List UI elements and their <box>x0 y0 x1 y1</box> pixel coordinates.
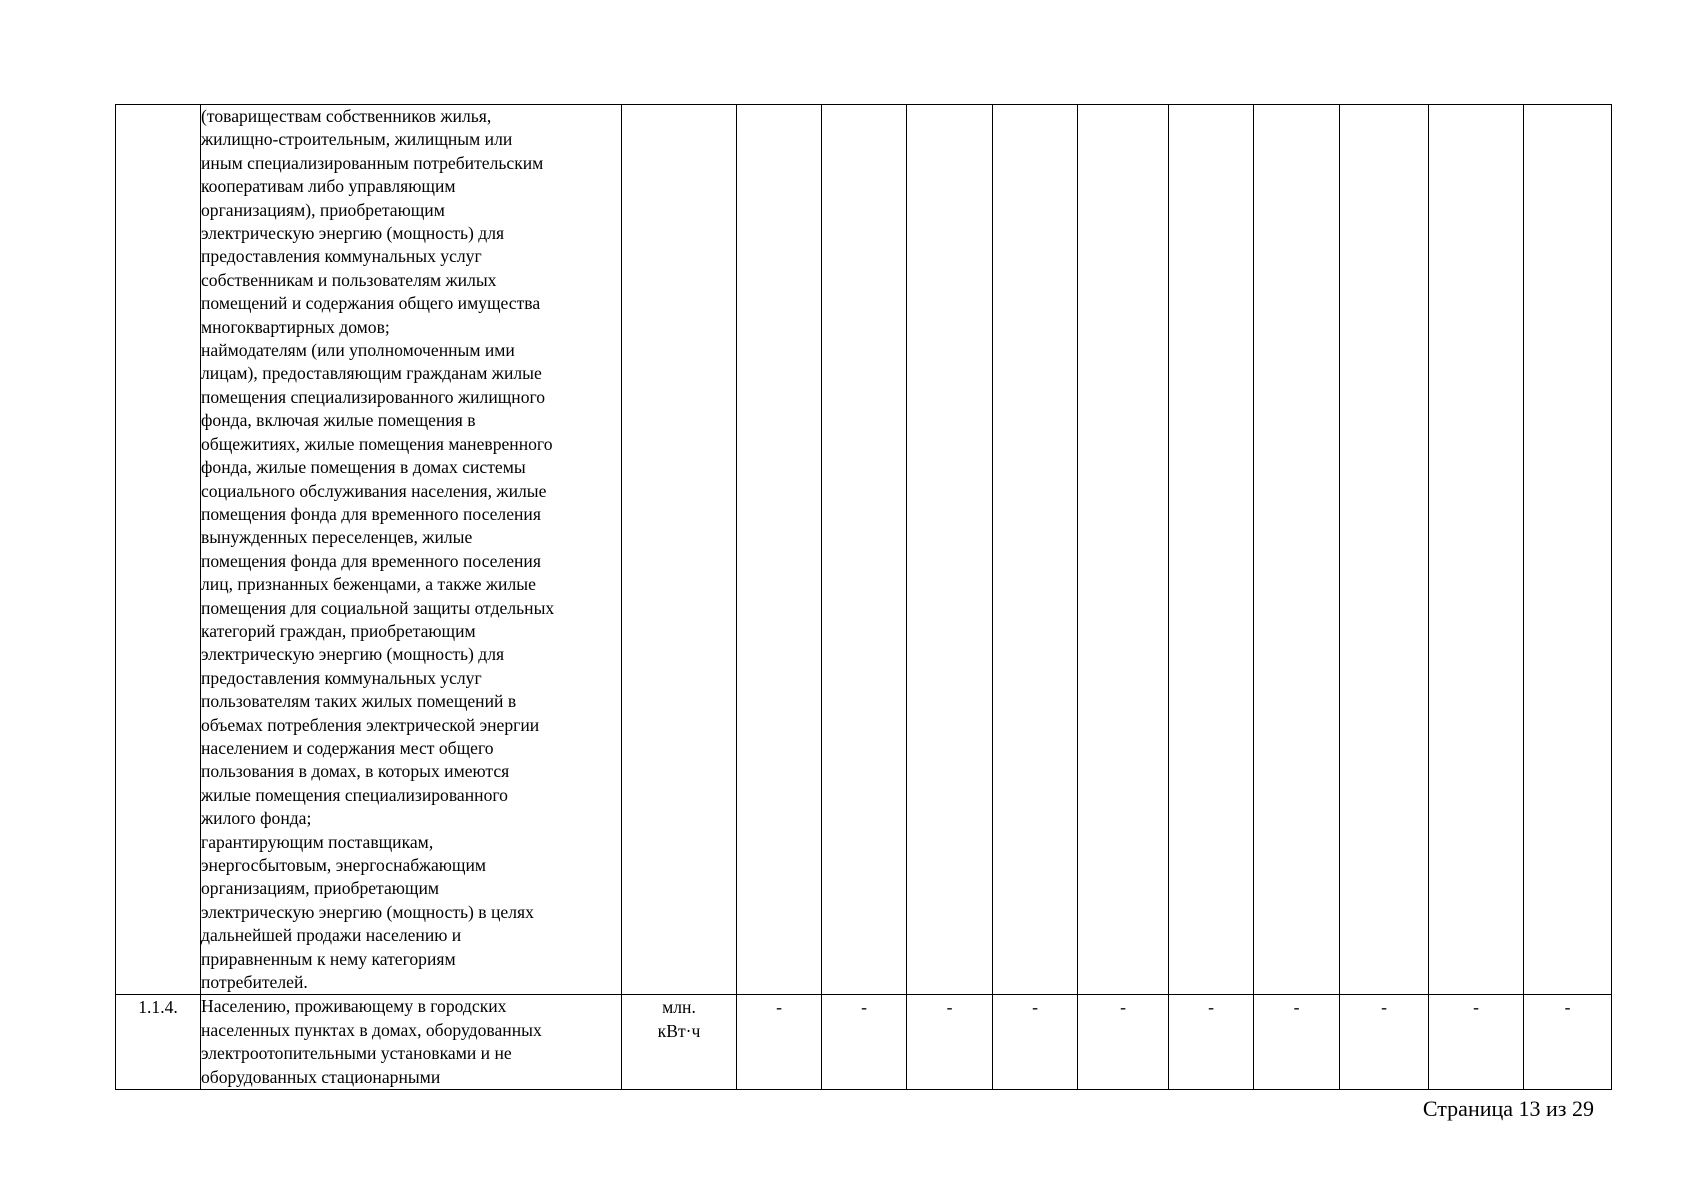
description-line: (товариществам собственников жилья, <box>201 106 492 126</box>
description-line: дальнейшей продажи населению и <box>201 925 462 946</box>
description-line: Населению, проживающему в городских <box>201 996 507 1017</box>
description-line: помещения фонда для временного поселения <box>201 503 541 524</box>
value-cell: - <box>1254 995 1340 1090</box>
value-cell <box>1340 105 1429 995</box>
description-line: фонда, жилые помещения в домах системы <box>201 457 526 478</box>
description-line: собственникам и пользователям жилых <box>201 269 497 290</box>
description-line: предоставления коммунальных услуг <box>201 246 482 267</box>
description-line: пользования в домах, в которых имеются <box>201 761 510 782</box>
page-number: Страница 13 из 29 <box>1422 1096 1594 1121</box>
data-table <box>115 104 1612 1090</box>
description-line: объемах потребления электрической энергии <box>201 714 540 735</box>
description-line: энергосбытовым, энергоснабжающим <box>201 855 487 875</box>
description-line: электрическую энергию (мощность) для <box>201 223 505 244</box>
description-line: помещения для социальной защиты отдельных <box>201 597 555 618</box>
value-cell: - <box>1169 995 1254 1090</box>
value-cell: - <box>1340 995 1429 1090</box>
description-line: предоставления коммунальных услуг <box>201 667 482 688</box>
unit-line: млн. <box>662 997 696 1018</box>
description-line: потребителей. <box>201 972 308 993</box>
value-cell <box>907 105 993 995</box>
value-cell: - <box>822 995 907 1090</box>
description-line: категорий граждан, приобретающим <box>201 620 476 641</box>
description-line: вынужденных переселенцев, жилые <box>201 527 473 548</box>
value-cell: - <box>993 995 1078 1090</box>
description-line: многоквартирных домов; <box>201 316 390 337</box>
description-line: иным специализированным потребительским <box>201 152 544 173</box>
table-body <box>116 105 1612 1090</box>
description-line: гарантирующим поставщикам, <box>201 831 434 852</box>
description-line: населением и содержания мест общего <box>201 737 494 758</box>
description-line: фонда, включая жилые помещения в <box>201 410 476 431</box>
row-unit-cell <box>622 995 737 1090</box>
value-cell <box>1254 105 1340 995</box>
description-line: помещения специализированного жилищного <box>201 386 546 407</box>
value-cell <box>993 105 1078 995</box>
description-line: жилищно-строительным, жилищным или <box>201 129 513 150</box>
value-cell: - <box>1078 995 1169 1090</box>
value-cell <box>1524 105 1612 995</box>
row-unit-cell <box>622 105 737 995</box>
description-line: приравненным к нему категориям <box>201 948 456 969</box>
description-line: населенных пунктах в домах, оборудованных <box>201 1019 542 1040</box>
value-cell: - <box>737 995 822 1090</box>
description-line: наймодателям (или уполномоченным ими <box>201 340 515 361</box>
row-number-cell: 1.1.4. <box>116 995 201 1090</box>
description-line: общежитиях, жилые помещения маневренного <box>201 433 553 454</box>
description-line: жилые помещения специализированного <box>201 784 508 805</box>
row-description-cell <box>201 995 622 1090</box>
description-line: организациям, приобретающим <box>201 878 439 899</box>
unit-line: кВт·ч <box>657 1020 701 1041</box>
value-cell: - <box>1524 995 1612 1090</box>
value-cell: - <box>907 995 993 1090</box>
description-line: электрическую энергию (мощность) в целях <box>201 901 534 922</box>
description-line: социального обслуживания населения, жилые <box>201 480 547 501</box>
description-line: лицам), предоставляющим гражданам жилые <box>201 363 542 384</box>
description-line: пользователям таких жилых помещений в <box>201 691 517 712</box>
value-cell <box>1429 105 1524 995</box>
table-row <box>116 105 1612 995</box>
description-line: электрическую энергию (мощность) для <box>201 644 505 665</box>
description-line: кооперативам либо управляющим <box>201 176 456 197</box>
description-line: организациям), приобретающим <box>201 199 445 220</box>
value-cell <box>737 105 822 995</box>
value-cell <box>1169 105 1254 995</box>
value-cell: - <box>1429 995 1524 1090</box>
description-line: помещений и содержания общего имущества <box>201 293 541 314</box>
description-line: электроотопительными установками и не <box>201 1043 512 1064</box>
description-line: оборудованных стационарными <box>201 1066 441 1087</box>
value-cell <box>822 105 907 995</box>
description-line: жилого фонда; <box>201 808 312 829</box>
description-line: лиц, признанных беженцами, а также жилые <box>201 574 536 595</box>
value-cell <box>1078 105 1169 995</box>
row-number-cell <box>116 105 201 995</box>
table-row <box>116 995 1612 1090</box>
row-description-cell <box>201 105 622 995</box>
description-line: помещения фонда для временного поселения <box>201 550 541 571</box>
